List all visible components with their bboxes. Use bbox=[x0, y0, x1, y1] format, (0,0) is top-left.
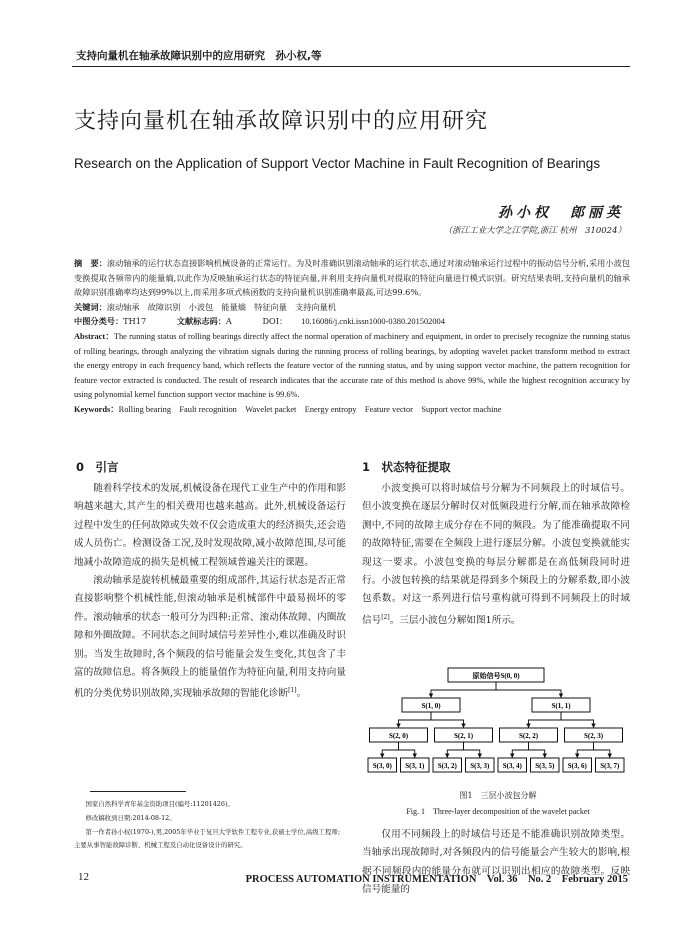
keywords-text-cn: 滚动轴承 故障识别 小波包 能量熵 特征向量 支持向量机 bbox=[106, 301, 337, 312]
section-1-paragraph-1-tail: 。三层小波包分解如图1所示。 bbox=[389, 615, 521, 627]
section-0-body bbox=[74, 480, 346, 704]
tree-edge bbox=[496, 682, 561, 698]
tree-node-label: 原始信号S(0, 0) bbox=[472, 672, 520, 680]
tree-node bbox=[402, 698, 460, 712]
tree-node-label: S(1, 0) bbox=[421, 702, 441, 710]
tree-edge bbox=[464, 742, 480, 758]
figure-1-caption-cn: 图1 三层小波包分解 bbox=[459, 791, 537, 800]
keywords-en bbox=[74, 403, 630, 418]
header-rule bbox=[72, 66, 630, 67]
doc-code-label: 文献标志码： bbox=[176, 316, 226, 327]
tree-edges bbox=[382, 682, 610, 758]
tree-node-label: S(2, 3) bbox=[583, 732, 604, 740]
abstract-label-cn: 摘 要： bbox=[74, 258, 107, 268]
tree-edge bbox=[382, 742, 398, 758]
tree-node-label: S(3, 4) bbox=[502, 762, 522, 770]
tree-edge bbox=[512, 742, 528, 758]
affiliation: （浙江工业大学之江学院,浙江 杭州 310024） bbox=[443, 226, 626, 236]
tree-edge bbox=[399, 712, 432, 728]
footnote-rule bbox=[90, 791, 186, 792]
section-0-paragraph-2 bbox=[74, 572, 346, 704]
abstract-label-en: Abstract： bbox=[74, 331, 114, 341]
tree-node bbox=[368, 758, 397, 772]
tree-node bbox=[563, 758, 592, 772]
classification-line bbox=[74, 314, 630, 330]
tree-node-label: S(1, 1) bbox=[551, 702, 571, 710]
keywords-label-cn: 关键词： bbox=[74, 301, 107, 312]
tree-node bbox=[565, 728, 623, 742]
doi-value: 10.16086/j.cnki.issn1000-0380.201502004 bbox=[301, 317, 445, 327]
section-1-body bbox=[362, 480, 630, 630]
section-0-heading: 0 引言 bbox=[76, 460, 119, 474]
tree-node bbox=[466, 758, 495, 772]
tree-node bbox=[433, 758, 462, 772]
keywords-label-en: Keywords： bbox=[74, 404, 119, 414]
tree-edge bbox=[561, 712, 594, 728]
abstract-cn bbox=[74, 256, 630, 300]
tree-node-label: S(3, 1) bbox=[405, 762, 425, 770]
footnote-received: 修改稿收到日期:2014-08-12。 bbox=[85, 813, 176, 822]
tree-node bbox=[531, 758, 560, 772]
section-0-paragraph-1: 随着科学技术的发展,机械设备在现代工业生产中的作用和影响越来越大,其产生的相关费用也越来越高。此外,机械设备运行过程中发生的任何故障或失效不仅会造成重大的经济损失,还会造成人员伤亡。检测设备工况,及时发现故障,减小故障范围,尽可能地减小故障造成的损失是机械工程领域普遍关注的课题。 bbox=[74, 483, 346, 568]
section-0-paragraph-2-tail: 。 bbox=[296, 688, 307, 700]
page-number: 12 bbox=[78, 871, 89, 883]
tree-edge bbox=[447, 742, 463, 758]
tree-node bbox=[532, 698, 590, 712]
doc-code-value: A bbox=[225, 316, 232, 327]
footnote-author: 第一作者孙小权(1970-),男,2005年毕业于复旦大学软件工程专业,获硕士学位,高级工程师;主要从事智能故障诊断、机械工程及自动化设备设计的研究。 bbox=[74, 827, 340, 850]
section-1-body-continued bbox=[362, 826, 630, 900]
section-1-paragraph-2: 仅用不同频段上的时域信号还是不能准确识别故障类型。当轴承出现故障时,对各频段内的信号能量会产生较大的影响,根据不同频段内的能量分布就可以识别出相应的故障类型。反映信号能量的 bbox=[362, 829, 630, 896]
citation-1: [1] bbox=[288, 687, 297, 695]
tree-node-label: S(2, 2) bbox=[518, 732, 539, 740]
title-english: Research on the Application of Support Vector Machine in Fault Recognition of Bearings bbox=[74, 156, 601, 171]
tree-node-label: S(2, 0) bbox=[388, 732, 409, 740]
tree-node bbox=[370, 728, 428, 742]
abstract-text-cn: 滚动轴承的运行状态直接影响机械设备的正常运行。为及时准确识别滚动轴承的运行状态,通过对滚动轴承运行过程中的振动信号分析,采用小波包变换提取各频带内的能量熵,以此作为反映轴承运行状态的特征向量,并利用支持向量机对提取的特征向量进行模式识别。研究结果表明,支持向量机的轴承故障识别准确率均达到99%以上,而采用多项式核函数的支持向量机识别准确率最高,可达99.6%。 bbox=[74, 258, 630, 298]
figure-1-caption-en: Fig. 1 Three-layer decomposition of the wavelet packet bbox=[406, 807, 590, 816]
tree-edge bbox=[529, 712, 562, 728]
tree-node bbox=[596, 758, 625, 772]
tree-node-label: S(3, 0) bbox=[372, 762, 392, 770]
section-1-paragraph-1 bbox=[362, 480, 630, 630]
tree-node bbox=[498, 758, 527, 772]
tree-node-label: S(3, 3) bbox=[470, 762, 490, 770]
tree-edge bbox=[399, 742, 415, 758]
section-0-paragraph-2-text: 滚动轴承是旋转机械最重要的组成部件,其运行状态是否正常直接影响整个机械性能,但滚动轴承是机械部件中最易损坏的零件。滚动轴承的状态一般可分为四种:正常、滚动体故障、内圈故障和外圈故障。不同状态之间时域信号差异性小,难以准确及时识别。当发生故障时,各个频段的信号能量会发生变化,其包含了丰富的故障信息。将各频段上的能量值作为特征向量,利用支持向量机的分类优势识别故障,实现轴承故障的智能化诊断 bbox=[74, 575, 346, 700]
section-1-paragraph-1-text: 小波变换可以将时域信号分解为不同频段上的时域信号。但小波变换在逐层分解时仅对低频段进行分解,而在轴承故障检测中,不同的故障主成分存在不同的频段。为了能准确提取不同的故障特征,需要在全频段上进行逐层分解。小波包变换就能实现这一要求。小波包变换的每层分解都是在高低频段同时进行。小波包转换的结果就是得到多个频段上的分解系数,即小波包系数。对这一系列进行信号重构就可得到不同频段上的时域信号 bbox=[362, 483, 630, 627]
tree-node bbox=[401, 758, 430, 772]
clc-label: 中图分类号： bbox=[74, 316, 124, 327]
tree-edge bbox=[529, 742, 545, 758]
tree-edge bbox=[594, 742, 610, 758]
tree-node-label: S(3, 2) bbox=[437, 762, 457, 770]
title-chinese: 支持向量机在轴承故障识别中的应用研究 bbox=[74, 109, 489, 134]
tree-node-label: S(2, 1) bbox=[453, 732, 474, 740]
footnotes bbox=[74, 798, 344, 853]
tree-node-label: S(3, 7) bbox=[600, 762, 620, 770]
wavelet-packet-tree-figure bbox=[362, 662, 630, 786]
doi-label: DOI： bbox=[262, 316, 288, 327]
tree-node bbox=[435, 728, 493, 742]
tree-edge bbox=[431, 712, 464, 728]
clc-value: TH17 bbox=[123, 316, 147, 327]
tree-node-label: S(3, 6) bbox=[567, 762, 587, 770]
abstract-en bbox=[74, 330, 630, 403]
tree-node bbox=[448, 668, 544, 682]
section-1-heading: 1 状态特征提取 bbox=[362, 460, 451, 474]
citation-2: [2] bbox=[381, 613, 390, 621]
keywords-text-en: Rolling bearing Fault recognition Wavelet packet Energy entropy Feature vector Support vector machine bbox=[118, 404, 502, 414]
footnote-funding: 国家自然科学青年基金资助项目(编号:11201426)。 bbox=[85, 800, 234, 808]
tree-edge bbox=[577, 742, 593, 758]
keywords-cn bbox=[74, 300, 630, 315]
tree-node-label: S(3, 5) bbox=[535, 762, 555, 770]
running-head: 支持向量机在轴承故障识别中的应用研究 孙小权,等 bbox=[76, 50, 322, 62]
abstract-block bbox=[74, 256, 630, 418]
tree-edge bbox=[431, 682, 496, 698]
abstract-text-en: The running status of rolling bearings directly affect the normal operation of machinery and equipment, in order to precisely recognize the running status of rolling bearings, through analyzing the vibration signals during the running process of rolling bearings, by adopting wavelet packet transform method to extract the energy entropy in each frequency band, which reflects the feature vector of the running status, and by using support vector machine, the pattern recognition for feature vector extracted is conducted. The result of research indicates that the accurate rate of this method is above 99%, while the highest recognition accuracy by using polynomial kernel function support vector machine is 99.6%. bbox=[74, 331, 630, 400]
authors: 孙小权 郎丽英 bbox=[498, 205, 624, 221]
journal-footer: PROCESS AUTOMATION INSTRUMENTATION Vol. 36 No. 2 February 2015 bbox=[245, 874, 628, 885]
tree-node bbox=[500, 728, 558, 742]
